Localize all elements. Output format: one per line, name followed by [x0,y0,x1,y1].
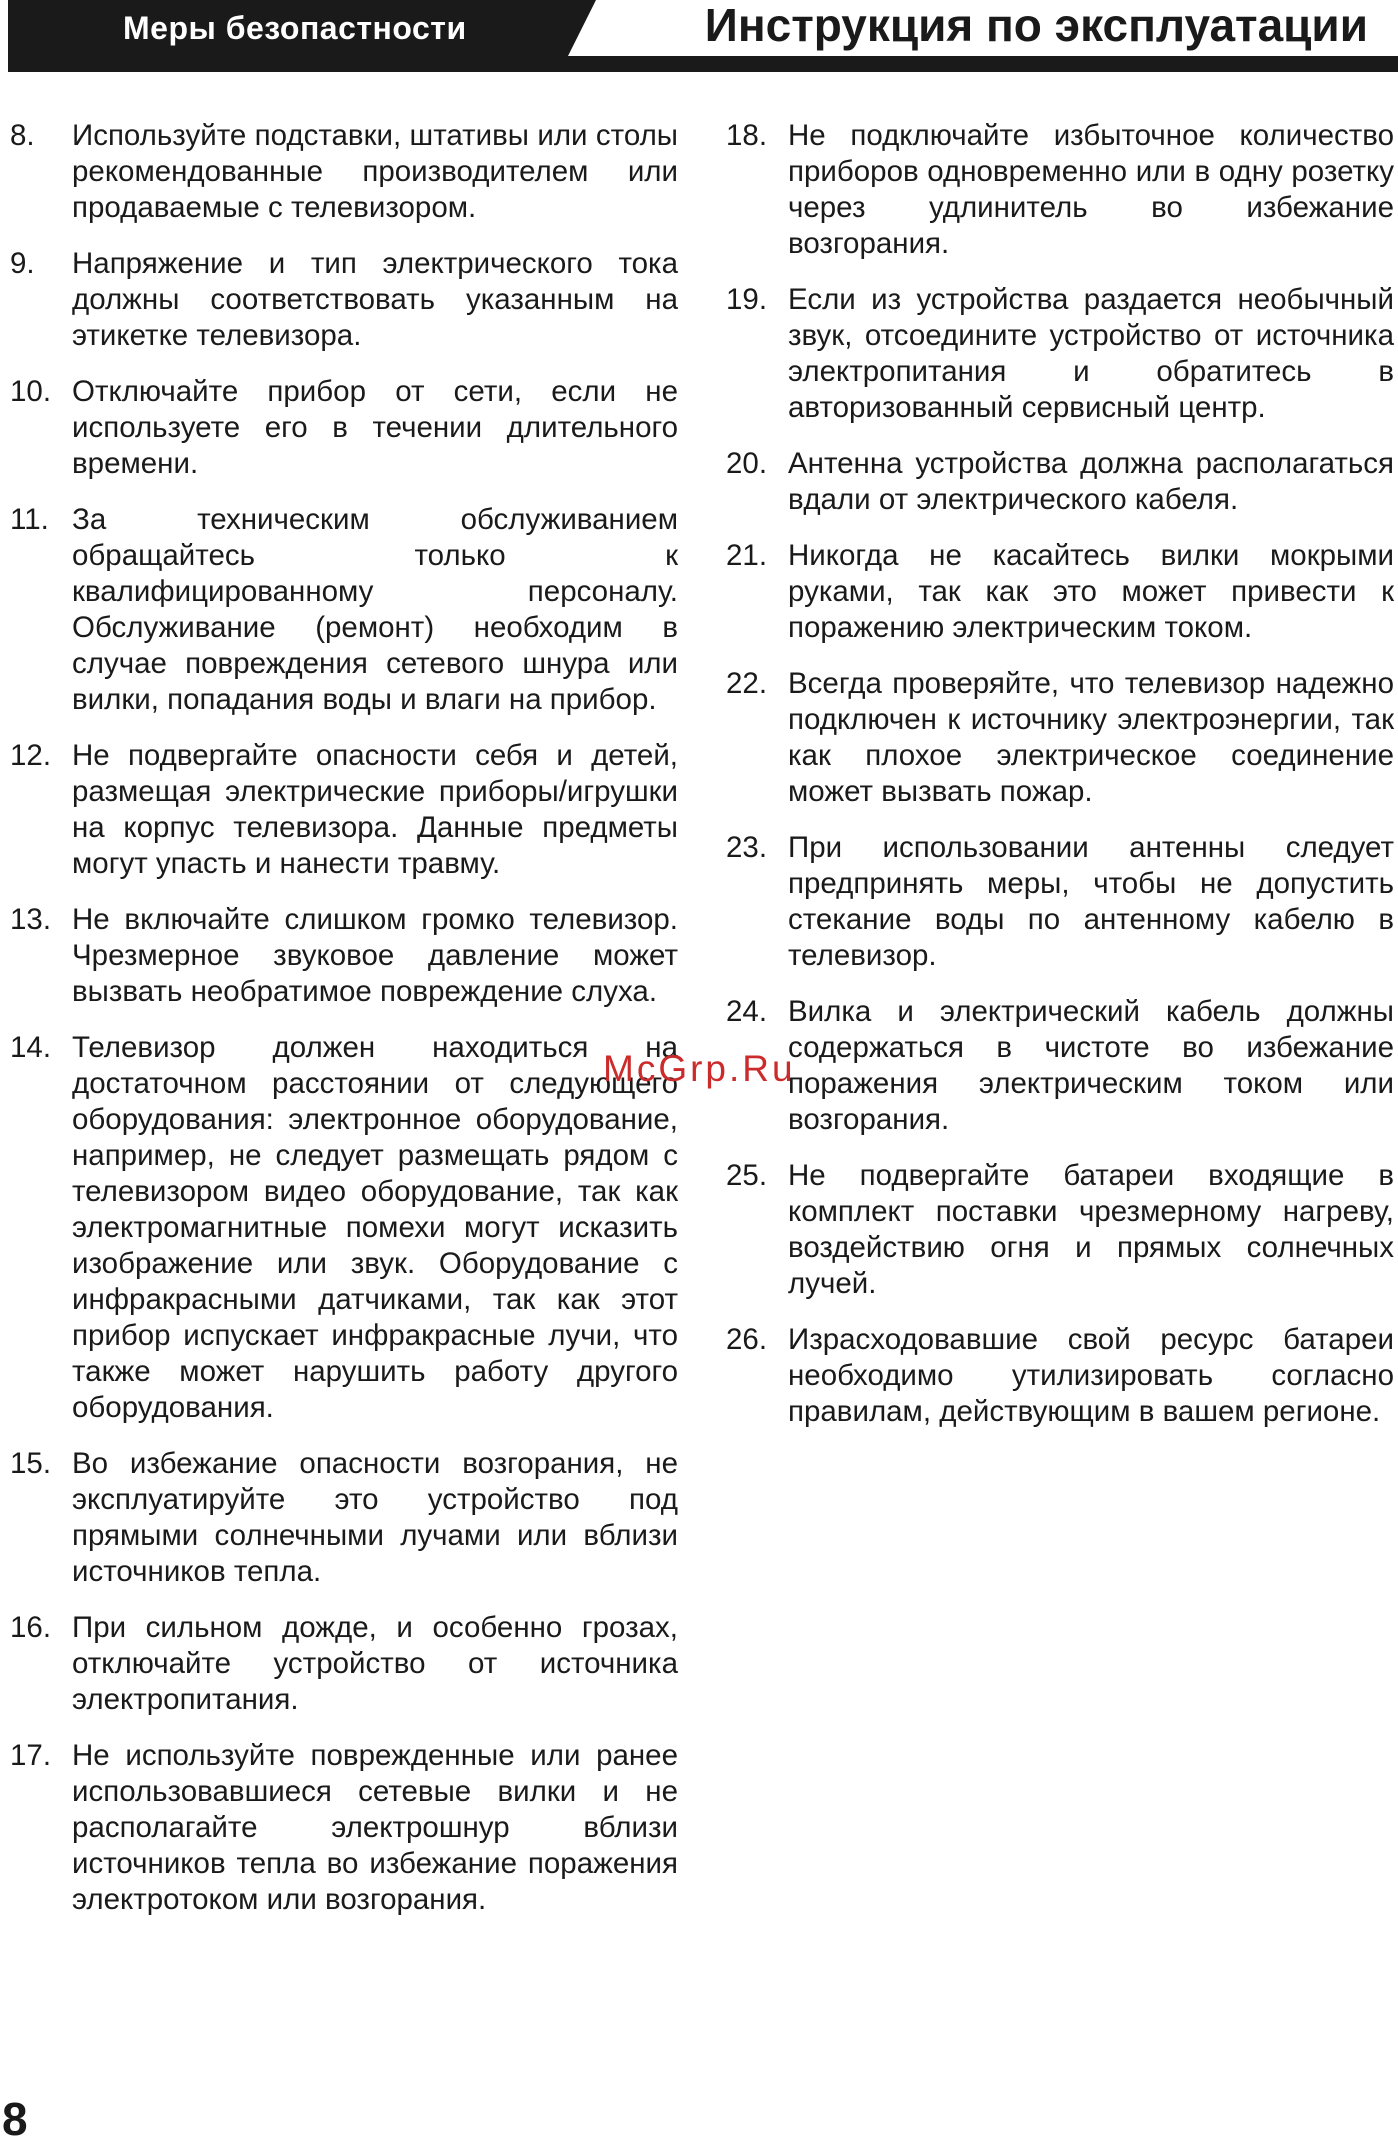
list-item [10,502,678,718]
item-text: При сильном дожде, и особенно грозах, отключайте устройство от источника электропитания. [72,1611,678,1716]
item-text: Не подвергайте опасности себя и детей, размещая электрические приборы/игрушки на корпус телевизора. Данные предметы могут упасть и нанести травму. [72,739,678,880]
left-column [10,118,678,1938]
page-header [8,0,1398,72]
list-item [10,1610,678,1718]
item-text: Не подключайте избыточное количество приборов одновременно или в одну розетку через удлинитель во избежание возгорания. [788,119,1394,260]
item-number: 23. [726,831,768,864]
list-item [10,246,678,354]
list-item [10,1738,678,1918]
list-item [726,994,1394,1138]
item-number: 11. [10,503,49,536]
item-text: Не включайте слишком громко телевизор. Чрезмерное звуковое давление может вызвать необратимое повреждение слуха. [72,903,678,1008]
page-number: 8 [2,2093,28,2145]
item-text: За техническим обслуживанием обращайтесь только к квалифицированному персоналу. Обслуживание (ремонт) необходим в случае повреждения сетевого шнура или вилки, попадания воды и влаги на прибор. [72,503,678,716]
item-text: Телевизор должен находиться на достаточном расстоянии от следующего оборудования: электронное оборудование, например, не следует размещать рядом с телевизором видео оборудование, так как электромагнитные помехи могут исказить изображение или звук. Оборудование с инфракрасными датчиками, так как этот прибор испускает инфракрасные лучи, что также может нарушить работу другого оборудования. [72,1031,678,1424]
item-text: Отключайте прибор от сети, если не используете его в течении длительного времени. [72,375,678,480]
list-item [726,1158,1394,1302]
item-number: 15. [10,1447,52,1480]
item-text: Израсходовавшие свой ресурс батареи необходимо утилизировать согласно правилам, действующим в вашем регионе. [788,1323,1394,1428]
section-label: Меры безопастности [123,10,467,46]
item-number: 19. [726,283,768,316]
item-number: 22. [726,667,768,700]
item-number: 12. [10,739,52,772]
watermark-link[interactable]: McGrp.Ru [603,1048,796,1089]
item-text: Антенна устройства должна располагаться вдали от электрического кабеля. [788,447,1394,516]
list-item [10,374,678,482]
item-number: 14. [10,1031,52,1064]
item-text: При использовании антенны следует предпринять меры, чтобы не допустить стекание воды по антенному кабелю в телевизор. [788,831,1394,972]
item-number: 8. [10,119,35,152]
item-number: 18. [726,119,768,152]
list-item [10,738,678,882]
list-item [726,118,1394,262]
right-column [726,118,1394,1450]
item-text: Не используйте поврежденные или ранее использовавшиеся сетевые вилки и не располагайте электрошнур вблизи источников тепла во избежание поражения электротоком или возгорания. [72,1739,678,1916]
item-number: 25. [726,1159,768,1192]
item-text: Если из устройства раздается необычный звук, отсоедините устройство от источника электропитания и обратитесь в авторизованный сервисный центр. [788,283,1394,424]
document-title: Инструкция по эксплуатации [704,0,1368,51]
item-text: Не подвергайте батареи входящие в комплект поставки чрезмерному нагреву, воздействию огня и прямых солнечных лучей. [788,1159,1394,1300]
list-item [10,1030,678,1426]
item-number: 9. [10,247,35,280]
list-item [10,902,678,1010]
item-text: Напряжение и тип электрического тока должны соответствовать указанным на этикетке телевизора. [72,247,678,352]
list-item [726,538,1394,646]
item-number: 20. [726,447,768,480]
item-number: 26. [726,1323,768,1356]
item-number: 24. [726,995,768,1028]
item-number: 21. [726,539,768,572]
list-item [726,282,1394,426]
list-item [726,1322,1394,1430]
item-text: Никогда не касайтесь вилки мокрыми руками, так как это может привести к поражению электрическим током. [788,539,1394,644]
item-text: Используйте подставки, штативы или столы рекомендованные производителем или продаваемые с телевизором. [72,119,678,224]
item-number: 16. [10,1611,52,1644]
list-item [726,666,1394,810]
item-number: 13. [10,903,52,936]
item-text: Во избежание опасности возгорания, не эксплуатируйте это устройство под прямыми солнечными лучами или вблизи источников тепла. [72,1447,678,1588]
list-item [726,446,1394,518]
item-text: Вилка и электрический кабель должны содержаться в чистоте во избежание поражения электрическим током или возгорания. [788,995,1394,1136]
item-text: Всегда проверяйте, что телевизор надежно подключен к источнику электроэнергии, так как плохое электрическое соединение может вызвать пожар. [788,667,1394,808]
list-item [10,1446,678,1590]
list-item [726,830,1394,974]
list-item [10,118,678,226]
item-number: 10. [10,375,52,408]
item-number: 17. [10,1739,52,1772]
